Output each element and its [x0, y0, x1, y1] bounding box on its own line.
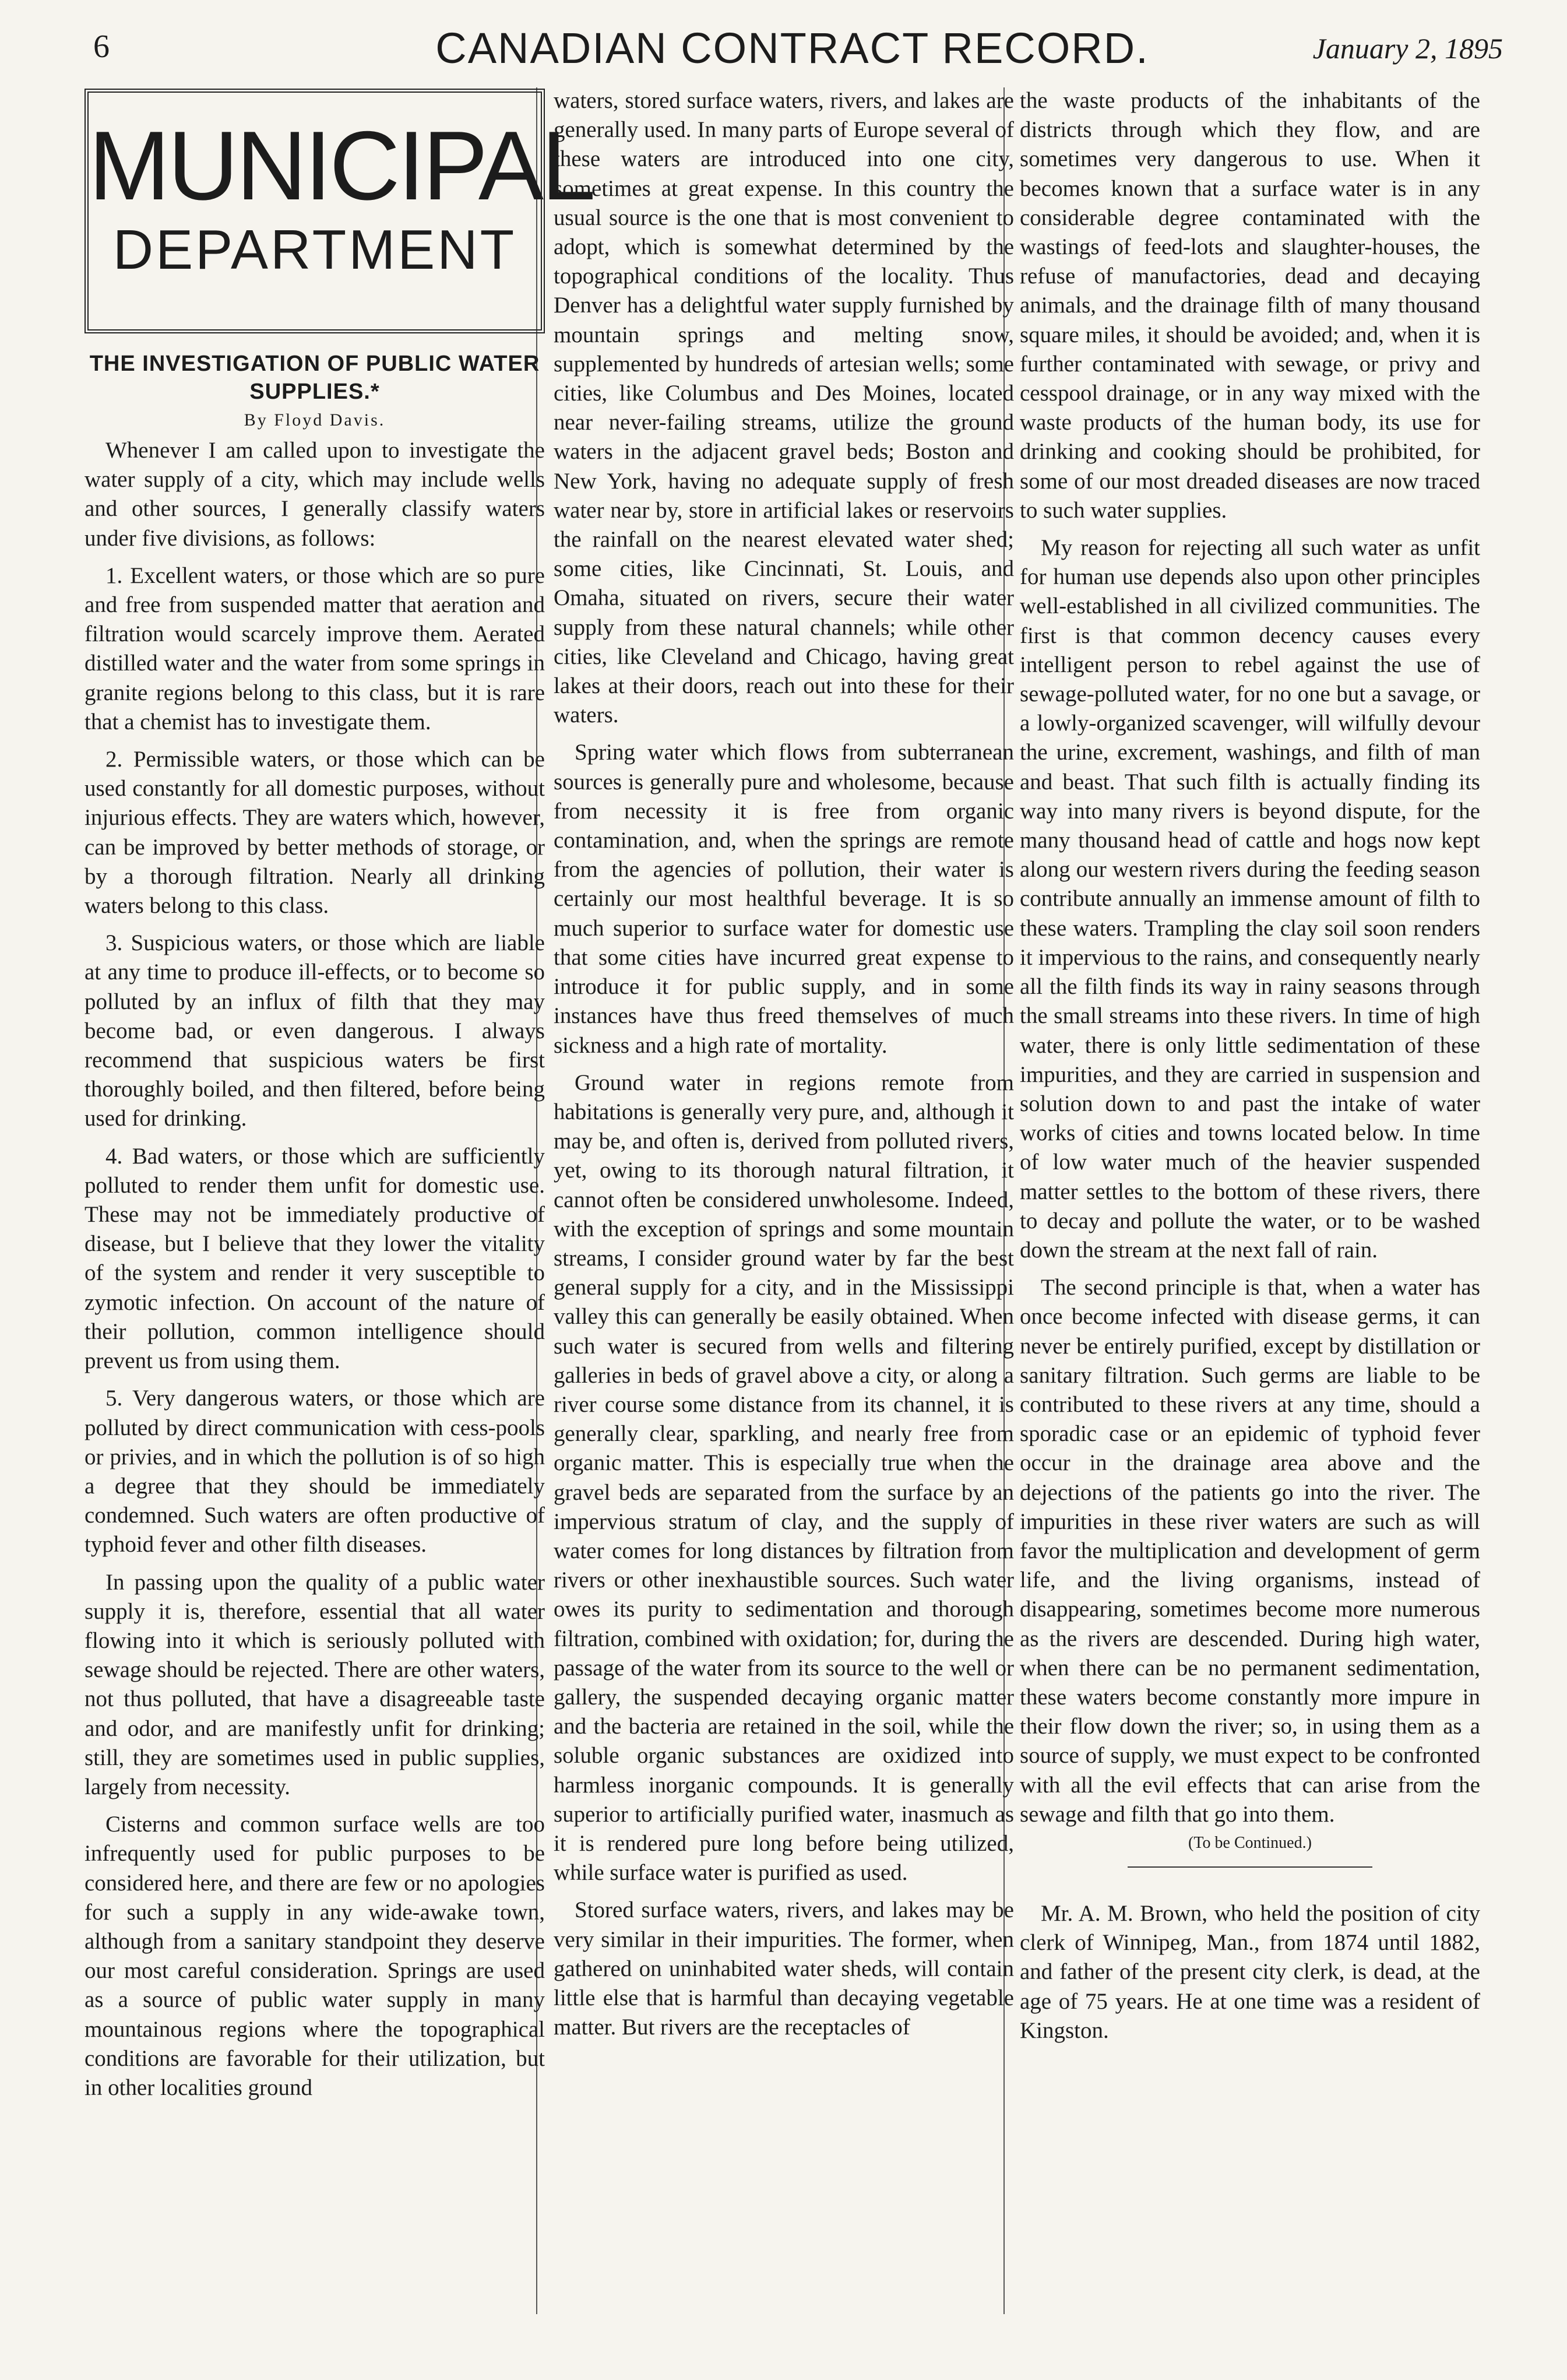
issue-date: January 2, 1895 [1312, 32, 1503, 65]
obituary-notice: Mr. A. M. Brown, who held the position of city clerk of Winnipeg, Man., from 1874 until 1882, and father of the present city clerk, is dead, at the age of 75 years. He at one time was a resident of Kingston. [1020, 1900, 1480, 2043]
article-title: THE INVESTIGATION OF PUBLIC WATER SUPPLIES.* [89, 351, 540, 404]
department-subtitle: DEPARTMENT [112, 219, 517, 281]
article-byline: By Floyd Davis. [244, 410, 386, 430]
article-paragraph: waters, stored surface waters, rivers, and lakes are generally used. In many parts of Europe several of these waters are introduced into one city, sometimes at great expense. In this country the usual source is the one that is most convenient to adopt, which is somewhat determined by the topographical conditions of the locality. Thus Denver has a delightful water supply furnished by mountain springs and melting snow, supplemented by hundreds of artesian wells; some cities, like Columbus and Des Moines, located near never-failing streams, utilize the ground waters in the adjacent gravel beds; Boston and New York, having no adequate supply of fresh water near by, store in artificial lakes or reservoirs the rainfall on the nearest elevated water shed; some cities, like Cincinnati, St. Louis, and Omaha, situated on rivers, secure their water supply from these natural channels; while other cities, like Cleveland and Chicago, having great lakes at their doors, reach out into these for their waters. [554, 88, 1014, 728]
column-3 [1020, 86, 1480, 2054]
article-paragraph: In passing upon the quality of a public water supply it is, therefore, essential that all water flowing into it which is seriously polluted with sewage should be rejected. There are other waters, not thus polluted, that have a disagreeable taste and odor, and are manifestly unfit for drinking; still, they are sometimes used in public supplies, largely from necessity. [84, 1569, 545, 1799]
article-paragraph: Whenever I am called upon to investigate the water supply of a city, which may include wells and other sources, I generally classify waters under five divisions, as follows: [84, 438, 545, 551]
article-paragraph: The second principle is that, when a water has once become infected with disease germs, it can never be entirely purified, except by distillation or sanitary filtration. Such germs are liable to be contributed to these rivers at any time, should a sporadic case or an epidemic of typhoid fever occur in the drainage area above and the dejections of the patients go into the river. The impurities in these river waters are such as will favor the multiplication and development of germ life, and the living organisms, instead of disappearing, sometimes become more numerous as the rivers are descended. During high water, when there can be no permanent sedimentation, these waters become constantly more impure in their flow down the river; so, in using them as a source of supply, we must expect to be confronted with all the evil effects that can arise from the sewage and filth that go into them. [1020, 1275, 1480, 1827]
article-paragraph: 5. Very dangerous waters, or those which are polluted by direct communication with cess-pools or privies, and in which the pollution is of so high a degree that they should be immediately condemned. Such waters are often productive of typhoid fever and other filth diseases. [84, 1386, 545, 1558]
article-paragraph: Spring water which flows from subterranean sources is generally pure and wholesome, because from necessity it is free from organic contamination, and, when the springs are remote from the agencies of pollution, their water is certainly our most healthful beverage. It is so much superior to surface water for domestic use that some cities have incurred great expense to introduce it for public supply, and in some instances have thus freed themselves of much sickness and a high rate of mortality. [554, 740, 1014, 1058]
column-1 [84, 89, 594, 2111]
masthead: CANADIAN CONTRACT RECORD. [435, 24, 1149, 72]
article-paragraph: the waste products of the inhabitants of the districts through which they flow, and are sometimes very dangerous to use. When it becomes known that a surface water is in any considerable degree contaminated with the wastings of feed-lots and slaughter-houses, the refuse of manufactories, dead and decaying animals, and the drainage filth of many thousand square miles, it should be avoided; and, when it is further contaminated with sewage, or privy and cesspool drainage, or in any way mixed with the waste products of the human body, its use for drinking and cooking should be prohibited, for some of our most dreaded diseases are now traced to such water supplies. [1020, 88, 1480, 523]
section-rule [1128, 1866, 1372, 1868]
article-paragraph: 2. Permissible waters, or those which can be used constantly for all domestic purposes, without injurious effects. They are waters which, however, can be improved by better methods of storage, or by a thorough filtration. Nearly all drinking waters belong to this class. [84, 747, 545, 919]
article-paragraph: 3. Suspicious waters, or those which are liable at any time to produce ill-effects, or to become so polluted by an influx of filth that they may become bad, or even dangerous. I always recommend that suspicious waters be first thoroughly boiled, and then filtered, before being used for drinking. [84, 930, 545, 1131]
department-title: MUNICIPAL [89, 111, 594, 220]
article-paragraph: Stored surface waters, rivers, and lakes may be very similar in their impurities. The former, when gathered on uninhabited water sheds, will contain little else that is harmful than decaying vegetable matter. But rivers are the receptacles of [554, 1897, 1014, 2040]
article-paragraph: My reason for rejecting all such water as unfit for human use depends also upon other principles well-established in all civilized communities. The first is that common decency causes every intelligent person to rebel against the use of sewage-polluted water, for no one but a savage, or a lowly-organized scavenger, will wilfully devour the urine, excrement, washings, and filth of man and beast. That such filth is actually finding its way into many rivers is beyond dispute, for the many thousand head of cattle and hogs now kept along our western rivers during the feeding season contribute annually an immense amount of filth to these waters. Trampling the clay soil soon renders it impervious to the rains, and consequently nearly all the filth finds its way in rainy seasons through the small streams into these rivers. In time of high water, there is only little sedimentation of these impurities, and they are carried in suspension and solution down to and past the intake of water works of cities and towns located below. In time of low water much of the heavier suspended matter settles to the bottom of these rivers, there to decay and pollute the water, or to be washed down the stream at the next fall of rain. [1020, 535, 1480, 1263]
page-number: 6 [93, 29, 110, 65]
page-header [82, 23, 1503, 77]
article-paragraph: Cisterns and common surface wells are too infrequently used for public purposes to be considered here, and there are few or no apologies for such a supply in any wide-awake town, although from a sanitary standpoint they deserve our most careful consideration. Springs are used as a source of public water supply in many mountainous regions where the topographical conditions are favorable for their utilization, but in other localities ground [84, 1812, 545, 2100]
column-2 [554, 86, 1014, 2050]
continued-note: (To be Continued.) [1188, 1833, 1312, 1852]
article-paragraph: Ground water in regions remote from habitations is generally very pure, and, although it may be, and often is, derived from polluted rivers, yet, owing to its thorough natural filtration, it cannot often be considered unwholesome. Indeed, with the exception of springs and some mountain streams, I consider ground water by far the best general supply for a city, and in the Mississippi valley this can generally be easily obtained. When such water is secured from wells and filtering galleries in beds of gravel above a city, or along a river course some distance from its channel, it is generally clear, sparkling, and nearly free from organic matter. This is especially true when the gravel beds are separated from the surface by an impervious stratum of clay, and the supply of water comes for long distances by filtration from rivers or other inexhaustible sources. Such water owes its purity to sedimentation and thorough filtration, combined with oxidation; for, during the passage of the water from its source to the well or gallery, the suspended decaying organic matter and the bacteria are retained in the soil, while the soluble organic substances are oxidized into harmless inorganic compounds. It is generally superior to artificially purified water, inasmuch as it is rendered pure long before being utilized, while surface water is purified as used. [554, 1070, 1014, 1886]
article-paragraph: 1. Excellent waters, or those which are so pure and free from suspended matter that aeration and filtration would scarcely improve them. Aerated distilled water and the water from some springs in granite regions belong to this class, but it is rare that a chemist has to investigate them. [84, 563, 545, 734]
department-heading-box [84, 89, 594, 333]
article-paragraph: 4. Bad waters, or those which are sufficiently polluted to render them unfit for domestic use. These may not be immediately productive of disease, but I believe that they lower the vitality of the system and render it very susceptible to zymotic infection. On account of the nature of their pollution, common intelligence should prevent us from using them. [84, 1143, 545, 1374]
